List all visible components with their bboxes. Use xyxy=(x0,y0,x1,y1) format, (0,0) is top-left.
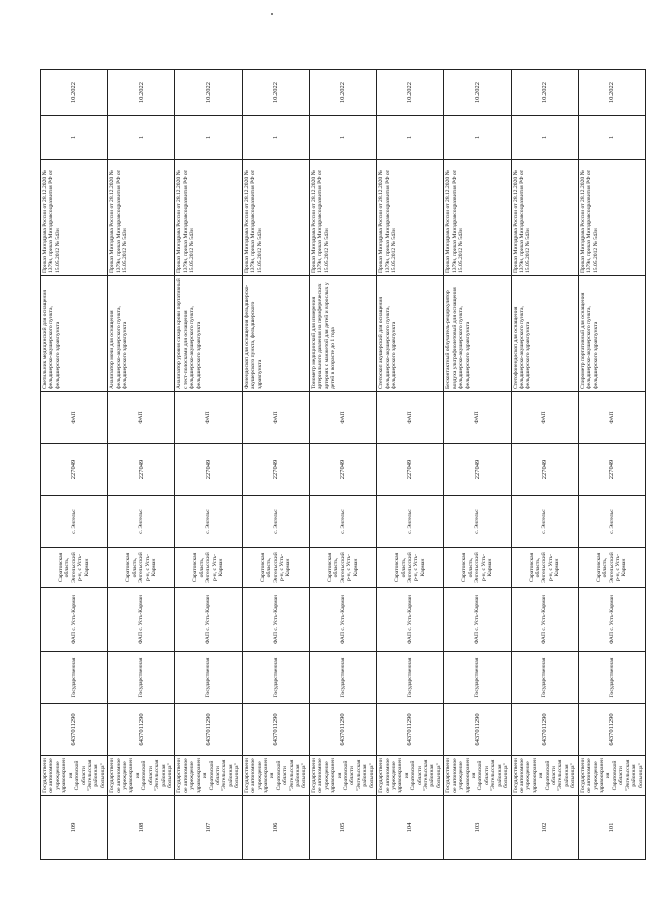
ownership-cell: Государственная xyxy=(309,652,376,704)
type-a-cell: ФАП xyxy=(108,392,175,444)
inn-cell: 6437011290 xyxy=(578,704,645,756)
scan-speck xyxy=(271,13,273,15)
quantity-cell: 1 xyxy=(242,116,309,160)
locality-cell: с. Энгельс xyxy=(377,496,444,548)
equipment-name-cell: Бесконтактный облучатель-рециркулятор воздуха ультрафиолетовый для оснащения фельдшерско-акушерского пункта, фельдшерского здравпункта xyxy=(444,276,511,392)
row-number-cell: 101 xyxy=(578,796,645,860)
unit-name-cell: ФАП с. Усть-Карман xyxy=(511,588,578,652)
locality-cell: с. Энгельс xyxy=(41,496,108,548)
unit-name-cell: ФАП с. Усть-Карман xyxy=(41,588,108,652)
ownership-cell: Государственная xyxy=(175,652,242,704)
type-a-cell: ФАП xyxy=(377,392,444,444)
unit-name-cell: ФАП с. Усть-Карман xyxy=(108,588,175,652)
unit-name-cell: ФАП с. Усть-Карман xyxy=(578,588,645,652)
ownership-cell: Государственная xyxy=(444,652,511,704)
legal-basis-cell: Приказ Минздрава России от 28.12.2020 № 1379н, приказ Минздравсоцразвития РФ от 15.05.2012 № 543н xyxy=(578,160,645,276)
type-a-cell: ФАП xyxy=(511,392,578,444)
date-cell: 10.2022 xyxy=(175,70,242,116)
row-number-cell: 108 xyxy=(108,796,175,860)
table-row xyxy=(444,70,511,860)
type-a-cell: ФАП xyxy=(578,392,645,444)
unit-name-cell: ФАП с. Усть-Карман xyxy=(309,588,376,652)
code-cell: 227049 xyxy=(309,444,376,496)
quantity-cell: 1 xyxy=(309,116,376,160)
organization-cell: Государственное автономное учреждение здравоохранения Саратовской области "Энгельсская районная больница" xyxy=(578,756,645,796)
ownership-cell: Государственная xyxy=(578,652,645,704)
quantity-cell: 1 xyxy=(41,116,108,160)
inn-cell: 6437011290 xyxy=(511,704,578,756)
address-cell: Саратовская область, Энгельсский р-н, с Усть-Карман xyxy=(377,548,444,588)
date-cell: 10.2022 xyxy=(377,70,444,116)
date-cell: 10.2022 xyxy=(41,70,108,116)
row-number-cell: 109 xyxy=(41,796,108,860)
code-cell: 227049 xyxy=(175,444,242,496)
equipment-name-cell: Стетоскоп акушерский для оснащения фельдшерско-акушерского пункта, фельдшерского здравпункта xyxy=(377,276,444,392)
ownership-cell: Государственная xyxy=(242,652,309,704)
legal-basis-cell: Приказ Минздрава России от 28.12.2020 № 1379н, приказ Минздравсоцразвития РФ от 15.05.2012 № 543н xyxy=(309,160,376,276)
locality-cell: с. Энгельс xyxy=(444,496,511,548)
type-a-cell: ФАП xyxy=(242,392,309,444)
locality-cell: с. Энгельс xyxy=(309,496,376,548)
code-cell: 227049 xyxy=(242,444,309,496)
legal-basis-cell: Приказ Минздрава России от 28.12.2020 № 1379н, приказ Минздравсоцразвития РФ от 15.05.2012 № 543н xyxy=(444,160,511,276)
organization-cell: Государственное автономное учреждение здравоохранения Саратовской области "Энгельсская районная больница" xyxy=(108,756,175,796)
legal-basis-cell: Приказ Минздрава России от 28.12.2020 № 1379н, приказ Минздравсоцразвития РФ от 15.05.2012 № 543н xyxy=(377,160,444,276)
date-cell: 10.2022 xyxy=(578,70,645,116)
date-cell: 10.2022 xyxy=(108,70,175,116)
code-cell: 227049 xyxy=(511,444,578,496)
locality-cell: с. Энгельс xyxy=(242,496,309,548)
row-number-cell: 105 xyxy=(309,796,376,860)
table-row xyxy=(309,70,376,860)
table-row xyxy=(242,70,309,860)
organization-cell: Государственное автономное учреждение здравоохранения Саратовской области "Энгельсская районная больница" xyxy=(309,756,376,796)
locality-cell: с. Энгельс xyxy=(578,496,645,548)
row-number-cell: 102 xyxy=(511,796,578,860)
ownership-cell: Государственная xyxy=(108,652,175,704)
address-cell: Саратовская область, Энгельсский р-н, с Усть-Карман xyxy=(578,548,645,588)
locality-cell: с. Энгельс xyxy=(108,496,175,548)
address-cell: Саратовская область, Энгельсский р-н, с Усть-Карман xyxy=(511,548,578,588)
organization-cell: Государственное автономное учреждение здравоохранения Саратовской области "Энгельсская районная больница" xyxy=(41,756,108,796)
quantity-cell: 1 xyxy=(511,116,578,160)
ownership-cell: Государственная xyxy=(511,652,578,704)
legal-basis-cell: Приказ Минздрава России от 28.12.2020 № 1379н, приказ Минздравсоцразвития РФ от 15.05.2012 № 543н xyxy=(41,160,108,276)
table-row xyxy=(511,70,578,860)
code-cell: 227049 xyxy=(108,444,175,496)
type-a-cell: ФАП xyxy=(444,392,511,444)
type-a-cell: ФАП xyxy=(175,392,242,444)
table-row xyxy=(41,70,108,860)
organization-cell: Государственное автономное учреждение здравоохранения Саратовской области "Энгельсская районная больница" xyxy=(511,756,578,796)
table-row xyxy=(578,70,645,860)
row-number-cell: 103 xyxy=(444,796,511,860)
code-cell: 227049 xyxy=(578,444,645,496)
code-cell: 227049 xyxy=(377,444,444,496)
address-cell: Саратовская область, Энгельсский р-н, с Усть-Карман xyxy=(444,548,511,588)
date-cell: 10.2022 xyxy=(444,70,511,116)
quantity-cell: 1 xyxy=(377,116,444,160)
address-cell: Саратовская область, Энгельсский р-н, с Усть-Карман xyxy=(108,548,175,588)
date-cell: 10.2022 xyxy=(511,70,578,116)
row-number-cell: 104 xyxy=(377,796,444,860)
quantity-cell: 1 xyxy=(175,116,242,160)
legal-basis-cell: Приказ Минздрава России от 28.12.2020 № 1379н, приказ Минздравсоцразвития РФ от 15.05.2012 № 543н xyxy=(511,160,578,276)
table-row xyxy=(377,70,444,860)
equipment-table xyxy=(40,69,646,860)
organization-cell: Государственное автономное учреждение здравоохранения Саратовской области "Энгельсская районная больница" xyxy=(377,756,444,796)
inn-cell: 6437011290 xyxy=(41,704,108,756)
equipment-name-cell: Анализатор уровня сахара крови портативный с тест-полосками для оснащения фельдшерско-акушерского пункта, фельдшерского здравпункта xyxy=(175,276,242,392)
equipment-name-cell: Спирометр портативный для оснащения фельдшерско-акушерского пункта, фельдшерского здравпункта xyxy=(578,276,645,392)
inn-cell: 6437011290 xyxy=(377,704,444,756)
inn-cell: 6437011290 xyxy=(242,704,309,756)
inn-cell: 6437011290 xyxy=(108,704,175,756)
inn-cell: 6437011290 xyxy=(444,704,511,756)
quantity-cell: 1 xyxy=(578,116,645,160)
table-row xyxy=(175,70,242,860)
code-cell: 227049 xyxy=(444,444,511,496)
unit-name-cell: ФАП с. Усть-Карман xyxy=(242,588,309,652)
ownership-cell: Государственная xyxy=(41,652,108,704)
code-cell: 227049 xyxy=(41,444,108,496)
equipment-name-cell: Светильник медицинский для оснащения фельдшерско-акушерского пункта, фельдшерского здравпункта xyxy=(41,276,108,392)
unit-name-cell: ФАП с. Усть-Карман xyxy=(377,588,444,652)
equipment-name-cell: Тонометр медицинский для измерения артериального давления на периферических артериях с манжетой для детей и взрослых у детей в возрасте до 1 года xyxy=(309,276,376,392)
address-cell: Саратовская область, Энгельсский р-н, с Усть-Карман xyxy=(41,548,108,588)
unit-name-cell: ФАП с. Усть-Карман xyxy=(175,588,242,652)
organization-cell: Государственное автономное учреждение здравоохранения Саратовской области "Энгельсская районная больница" xyxy=(242,756,309,796)
equipment-name-cell: Стетофонендоскоп для оснащения фельдшерско-акушерского пункта, фельдшерского здравпункта xyxy=(511,276,578,392)
row-number-cell: 106 xyxy=(242,796,309,860)
equipment-name-cell: Фонендоскоп для оснащения фельдшерско-акушерского пункта, фельдшерского здравпункта xyxy=(242,276,309,392)
date-cell: 10.2022 xyxy=(242,70,309,116)
address-cell: Саратовская область, Энгельсский р-н, с Усть-Карман xyxy=(309,548,376,588)
legal-basis-cell: Приказ Минздрава России от 28.12.2020 № 1379н, приказ Минздравсоцразвития РФ от 15.05.2012 № 543н xyxy=(175,160,242,276)
type-a-cell: ФАП xyxy=(41,392,108,444)
rotated-table-container xyxy=(40,70,644,860)
unit-name-cell: ФАП с. Усть-Карман xyxy=(444,588,511,652)
legal-basis-cell: Приказ Минздрава России от 28.12.2020 № 1379н, приказ Минздравсоцразвития РФ от 15.05.2012 № 543н xyxy=(108,160,175,276)
address-cell: Саратовская область, Энгельсский р-н, с Усть-Карман xyxy=(242,548,309,588)
legal-basis-cell: Приказ Минздрава России от 28.12.2020 № 1379н, приказ Минздравсоцразвития РФ от 15.05.2012 № 543н xyxy=(242,160,309,276)
quantity-cell: 1 xyxy=(108,116,175,160)
inn-cell: 6437011290 xyxy=(175,704,242,756)
row-number-cell: 107 xyxy=(175,796,242,860)
date-cell: 10.2022 xyxy=(309,70,376,116)
ownership-cell: Государственная xyxy=(377,652,444,704)
inn-cell: 6437011290 xyxy=(309,704,376,756)
organization-cell: Государственное автономное учреждение здравоохранения Саратовской области "Энгельсская районная больница" xyxy=(175,756,242,796)
table-row xyxy=(108,70,175,860)
equipment-name-cell: Анализатор мочи для оснащения фельдшерско-акушерского пункта, фельдшерского здравпункта xyxy=(108,276,175,392)
locality-cell: с. Энгельс xyxy=(511,496,578,548)
type-a-cell: ФАП xyxy=(309,392,376,444)
organization-cell: Государственное автономное учреждение здравоохранения Саратовской области "Энгельсская районная больница" xyxy=(444,756,511,796)
address-cell: Саратовская область, Энгельсский р-н, с Усть-Карман xyxy=(175,548,242,588)
quantity-cell: 1 xyxy=(444,116,511,160)
locality-cell: с. Энгельс xyxy=(175,496,242,548)
